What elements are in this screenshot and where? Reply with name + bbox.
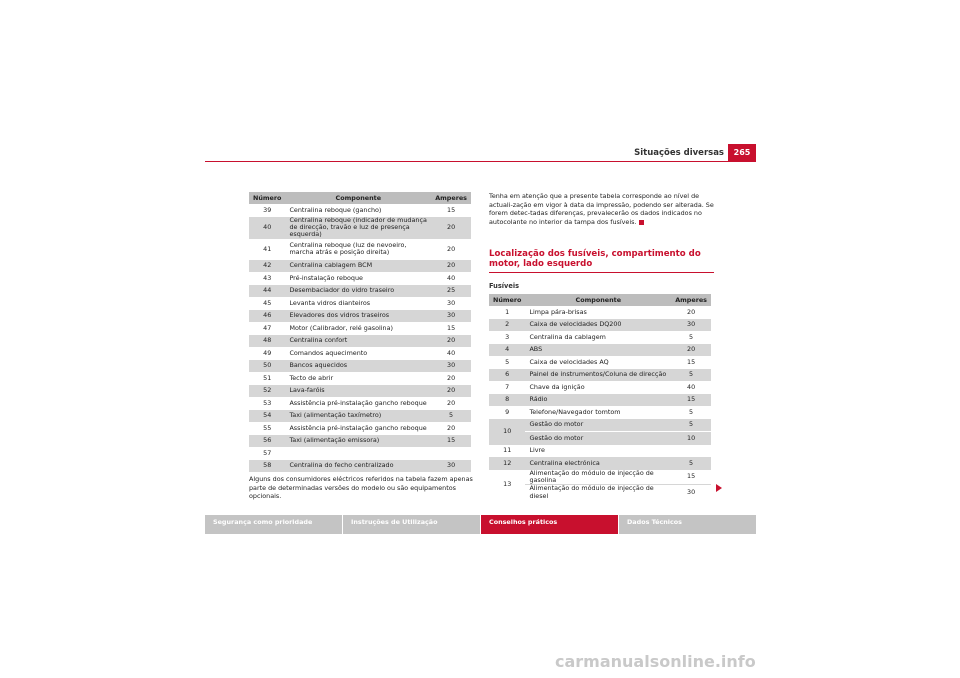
column-header-component: Componente xyxy=(525,294,671,306)
fuse-amperes: 20 xyxy=(447,244,456,253)
fuse-amperes: 15 xyxy=(671,394,711,407)
section-rule xyxy=(489,272,714,273)
fuse-component: Assistência pré-instalação gancho reboque xyxy=(289,423,427,432)
fuse-amperes: 30 xyxy=(447,298,456,307)
fuse-component: Centralina confort xyxy=(285,335,431,348)
fuse-number: 43 xyxy=(263,273,272,282)
fuse-amperes: 5 xyxy=(671,457,711,470)
fuse-component: Bancos aquecidos xyxy=(285,360,431,373)
table-row xyxy=(489,306,711,319)
table-row xyxy=(489,470,711,485)
fuse-number: 45 xyxy=(263,298,272,307)
next-page-arrow-icon xyxy=(716,484,722,492)
fuse-component: Pré-instalação reboque xyxy=(289,273,363,282)
fuse-amperes xyxy=(671,445,711,458)
fuse-number: 55 xyxy=(263,423,272,432)
fuse-amperes: 5 xyxy=(689,407,694,416)
fuse-component: Alimentação do módulo de injecção de diesel xyxy=(525,485,671,500)
fuse-number: 1 xyxy=(505,307,510,316)
table-row xyxy=(489,419,711,432)
page-number: 265 xyxy=(728,144,756,161)
fuse-amperes: 20 xyxy=(431,335,471,348)
fuse-table-left xyxy=(249,192,471,472)
fuse-number: 46 xyxy=(249,310,285,323)
watermark: carmanualsonline.info xyxy=(555,652,756,671)
column-header-amperes: Amperes xyxy=(671,294,711,306)
table-row xyxy=(249,397,471,410)
fuse-component: ABS xyxy=(525,344,671,357)
fuse-amperes: 20 xyxy=(447,423,456,432)
fuse-number: 47 xyxy=(263,323,272,332)
fuse-amperes: 15 xyxy=(431,435,471,448)
fuse-component: Centralina reboque (gancho) xyxy=(289,205,382,214)
fuse-component: Painel de instrumentos/Coluna de direcção xyxy=(525,369,671,382)
fuse-number: 4 xyxy=(489,344,525,357)
fuse-component: Elevadores dos vidros traseiros xyxy=(285,310,431,323)
fuse-number: 3 xyxy=(505,332,510,341)
fuse-number: 40 xyxy=(249,217,285,239)
fuse-component: Centralina electrónica xyxy=(525,457,671,470)
fuse-number: 44 xyxy=(249,285,285,298)
table-row xyxy=(489,457,711,470)
fuse-component: Comandos aquecimento xyxy=(289,348,368,357)
fuse-number: 48 xyxy=(249,335,285,348)
table-row xyxy=(249,335,471,348)
fuse-number: 54 xyxy=(249,410,285,423)
fuse-number: 13 xyxy=(503,480,512,489)
column-header-component: Componente xyxy=(285,192,431,204)
fuse-number: 9 xyxy=(505,407,510,416)
table-row xyxy=(489,344,711,357)
table-row xyxy=(249,435,471,448)
fuse-number: 10 xyxy=(489,419,525,445)
fuse-component: Levanta vidros dianteiros xyxy=(289,298,371,307)
footnote: Alguns dos consumidores eléctricos referidos na tabela fazem apenas parte de determinadas versões do modelo ou são equipamentos opcionais. xyxy=(249,475,473,501)
fuse-component: Rádio xyxy=(525,394,671,407)
fuse-amperes: 25 xyxy=(431,285,471,298)
table-row xyxy=(249,297,471,310)
fuse-amperes: 20 xyxy=(671,344,711,357)
fuse-number: 6 xyxy=(489,369,525,382)
fuse-component: Lava-faróis xyxy=(285,385,431,398)
table-row xyxy=(489,445,711,458)
fuse-amperes: 15 xyxy=(447,205,456,214)
footer-tab-technical-data[interactable]: Dados Técnicos xyxy=(619,515,756,534)
table-row xyxy=(249,422,471,435)
fuse-amperes: 15 xyxy=(687,472,696,481)
fuse-amperes: 20 xyxy=(431,260,471,273)
fuse-amperes: 40 xyxy=(687,382,696,391)
fuse-amperes: 5 xyxy=(689,332,694,341)
intro-text: Tenha em atenção que a presente tabela corresponde ao nível de actuali-zação em vigor à data da impressão, podendo ser alterada. Se forem detec-tadas diferenças, prevalecerão os dados indicados no autocolante no interior da tampa dos fusíveis. xyxy=(489,192,714,227)
fuse-component: Livre xyxy=(529,446,545,455)
table-row xyxy=(249,204,471,217)
section-heading: Localização dos fusíveis, compartimento do motor, lado esquerdo xyxy=(489,249,701,269)
fuse-component: Telefone/Navegador tomtom xyxy=(529,407,621,416)
fuse-number: 57 xyxy=(263,448,272,457)
fuse-amperes: 30 xyxy=(431,360,471,373)
fuse-number: 51 xyxy=(263,373,272,382)
header-title: Situações diversas xyxy=(634,148,724,158)
fuse-number: 12 xyxy=(489,457,525,470)
table-row xyxy=(249,322,471,335)
table-row xyxy=(249,239,471,260)
fuse-number: 42 xyxy=(249,260,285,273)
table-row xyxy=(489,319,711,332)
table-header-row xyxy=(489,294,711,306)
table-row xyxy=(249,272,471,285)
table-row xyxy=(249,460,471,473)
header-rule xyxy=(205,161,756,162)
fuse-amperes: 40 xyxy=(447,348,456,357)
footer-tab-practical-advice[interactable]: Conselhos práticos xyxy=(481,515,618,534)
fuse-amperes xyxy=(431,447,471,460)
fuse-component: Chave da ignição xyxy=(529,382,585,391)
fuse-amperes: 20 xyxy=(431,217,471,239)
column-header-amperes: Amperes xyxy=(431,192,471,204)
column-header-number: Número xyxy=(249,192,285,204)
fuse-component: Centralina cablagem BCM xyxy=(285,260,431,273)
fuse-component: Assistência pré-instalação gancho reboque xyxy=(289,398,427,407)
fuse-component: Taxi (alimentação taxímetro) xyxy=(285,410,431,423)
fuse-number: 5 xyxy=(505,357,510,366)
table-row xyxy=(249,410,471,423)
table-row xyxy=(489,331,711,344)
fuse-number: 53 xyxy=(263,398,272,407)
table-row xyxy=(249,447,471,460)
fuse-number: 8 xyxy=(489,394,525,407)
fuse-component: Motor (Calibrador, relé gasolina) xyxy=(289,323,393,332)
footer-nav xyxy=(205,515,756,534)
column-header-number: Número xyxy=(489,294,525,306)
table-row xyxy=(489,406,711,419)
fuse-amperes: 30 xyxy=(431,310,471,323)
fuse-component: Limpa pára-brisas xyxy=(529,307,587,316)
fuse-number: 56 xyxy=(249,435,285,448)
fuse-component xyxy=(285,447,431,460)
table-row xyxy=(249,372,471,385)
table-row xyxy=(489,356,711,369)
fuse-component: Centralina reboque (luz de nevoeiro, marcha atrás e posição direita) xyxy=(289,240,407,257)
table-row xyxy=(249,347,471,360)
fuse-component: Gestão do motor xyxy=(525,432,671,445)
footer-tab-safety[interactable]: Segurança como prioridade xyxy=(205,515,342,534)
fuse-component: Alimentação do módulo de injecção de gasolina xyxy=(529,468,654,484)
fuse-number: 7 xyxy=(505,382,510,391)
fuse-amperes: 40 xyxy=(447,273,456,282)
fuse-amperes: 10 xyxy=(671,432,711,445)
table-row xyxy=(249,285,471,298)
table-row xyxy=(249,260,471,273)
fuse-number: 39 xyxy=(263,205,272,214)
fuse-component: Caixa de velocidades DQ200 xyxy=(525,319,671,332)
intro-paragraph xyxy=(489,192,715,227)
fuse-amperes: 5 xyxy=(431,410,471,423)
fuse-amperes: 30 xyxy=(431,460,471,473)
fuse-amperes: 20 xyxy=(447,373,456,382)
table-row xyxy=(249,385,471,398)
fuse-amperes: 20 xyxy=(431,385,471,398)
fuse-amperes: 20 xyxy=(447,398,456,407)
fuse-number: 49 xyxy=(263,348,272,357)
footer-tab-instructions[interactable]: Instruções de Utilização xyxy=(343,515,480,534)
fuse-component: Taxi (alimentação emissora) xyxy=(285,435,431,448)
fuse-amperes: 20 xyxy=(687,307,696,316)
fuse-table-right xyxy=(489,294,711,500)
fuse-number: 41 xyxy=(263,244,272,253)
table-row xyxy=(489,394,711,407)
table-header-row xyxy=(249,192,471,204)
fuse-number: 58 xyxy=(249,460,285,473)
fuse-component: Centralina da cablagem xyxy=(529,332,606,341)
table-row xyxy=(489,369,711,382)
table-row xyxy=(249,217,471,239)
fuse-amperes: 30 xyxy=(671,485,711,500)
fuse-amperes: 15 xyxy=(447,323,456,332)
fuse-component: Centralina reboque (indicador de mudança de direcção, travão e luz de presença esquerda) xyxy=(285,217,431,239)
table-row xyxy=(249,360,471,373)
fuse-amperes: 5 xyxy=(671,419,711,432)
fuse-component: Gestão do motor xyxy=(525,419,671,432)
fuse-component: Centralina do fecho centralizado xyxy=(285,460,431,473)
section-end-icon xyxy=(639,220,644,225)
fuse-amperes: 15 xyxy=(687,357,696,366)
fuse-amperes: 30 xyxy=(671,319,711,332)
fuse-component: Desembaciador do vidro traseiro xyxy=(285,285,431,298)
table-row xyxy=(249,310,471,323)
fuse-number: 11 xyxy=(503,446,512,455)
fuse-component: Tecto de abrir xyxy=(289,373,334,382)
table-row xyxy=(489,381,711,394)
fuse-number: 52 xyxy=(249,385,285,398)
subheading-fuses: Fusíveis xyxy=(489,282,520,290)
fuse-number: 50 xyxy=(249,360,285,373)
fuse-component: Caixa de velocidades AQ xyxy=(529,357,609,366)
fuse-number: 2 xyxy=(489,319,525,332)
fuse-amperes: 5 xyxy=(671,369,711,382)
